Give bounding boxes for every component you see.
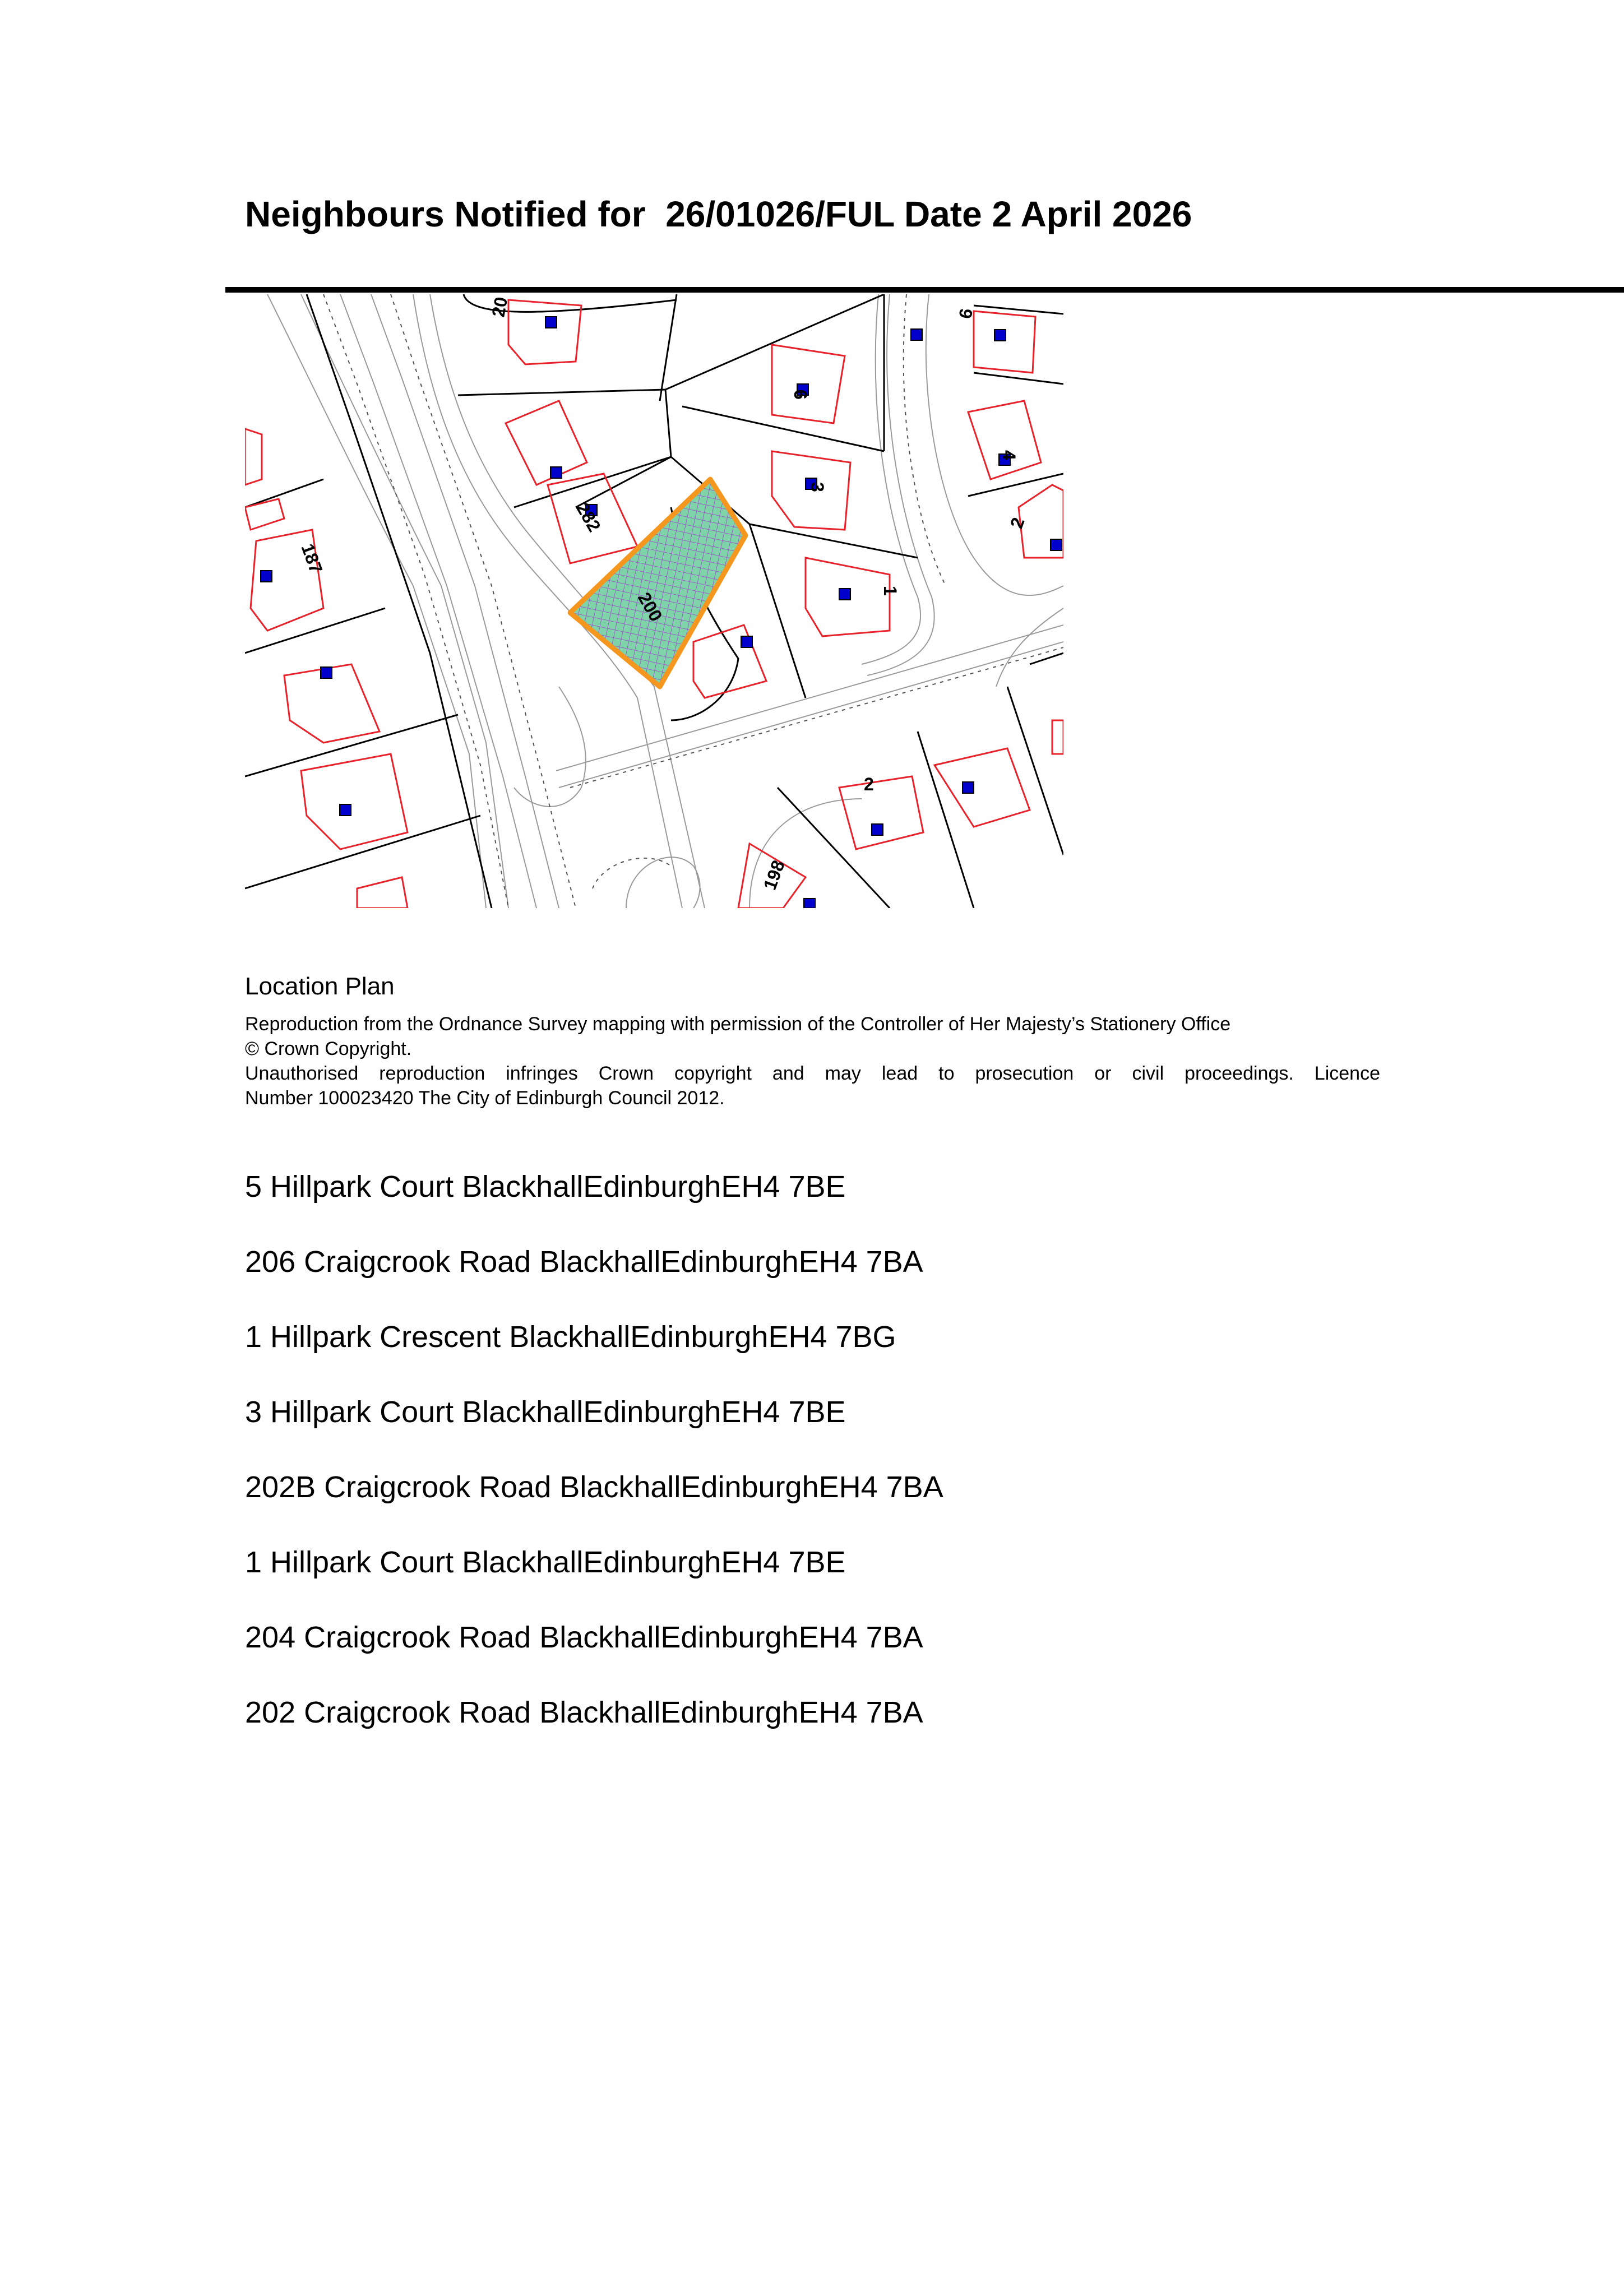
plot-label: 20 <box>488 295 512 319</box>
plot-label: 6 <box>955 307 977 321</box>
title-divider <box>225 287 1624 293</box>
plot-label: 198 <box>759 857 789 893</box>
neighbour-address: 202B Craigcrook Road BlackhallEdinburghEH4 7BA <box>245 1470 943 1504</box>
neighbour-address-list <box>245 1169 943 1770</box>
plot-label: 4 <box>999 450 1019 460</box>
plot-label: 2 <box>864 774 874 794</box>
plot-label: 2 <box>1006 515 1029 531</box>
plot-label: 187 <box>297 541 327 576</box>
plot-label: 282 <box>572 499 605 535</box>
page-title: Neighbours Notified for 26/01026/FUL Date 2 April 2026 <box>245 194 1192 234</box>
map-caption: Location Plan <box>245 973 395 1000</box>
neighbour-address: 3 Hillpark Court BlackhallEdinburghEH4 7BE <box>245 1395 846 1429</box>
neighbour-address: 5 Hillpark Court BlackhallEdinburghEH4 7BE <box>245 1170 846 1203</box>
neighbour-address: 1 Hillpark Court BlackhallEdinburghEH4 7BE <box>245 1545 846 1579</box>
copyright-line: Number 100023420 The City of Edinburgh Council 2012. <box>245 1087 725 1109</box>
plot-label: 3 <box>807 482 827 492</box>
copyright-notice <box>245 1012 1380 1110</box>
copyright-line: Reproduction from the Ordnance Survey mapping with permission of the Controller of Her Majesty’s Stationery Office <box>245 1013 1231 1035</box>
location-map <box>245 294 1063 908</box>
neighbour-address: 202 Craigcrook Road BlackhallEdinburghEH4 7BA <box>245 1696 923 1729</box>
neighbour-address: 206 Craigcrook Road BlackhallEdinburghEH4 7BA <box>245 1245 923 1279</box>
plot-label: 6 <box>790 390 811 400</box>
plot-label: 1 <box>880 586 900 596</box>
plot-label: 200 <box>633 589 667 625</box>
neighbour-address: 1 Hillpark Crescent BlackhallEdinburghEH4 7BG <box>245 1320 896 1354</box>
neighbour-address: 204 Craigcrook Road BlackhallEdinburghEH4 7BA <box>245 1621 923 1654</box>
copyright-line: Unauthorised reproduction infringes Crown copyright and may lead to prosecution or civil proceedings. Licence <box>245 1063 1380 1084</box>
location-map-drawing <box>245 294 1063 908</box>
copyright-line: © Crown Copyright. <box>245 1038 412 1059</box>
